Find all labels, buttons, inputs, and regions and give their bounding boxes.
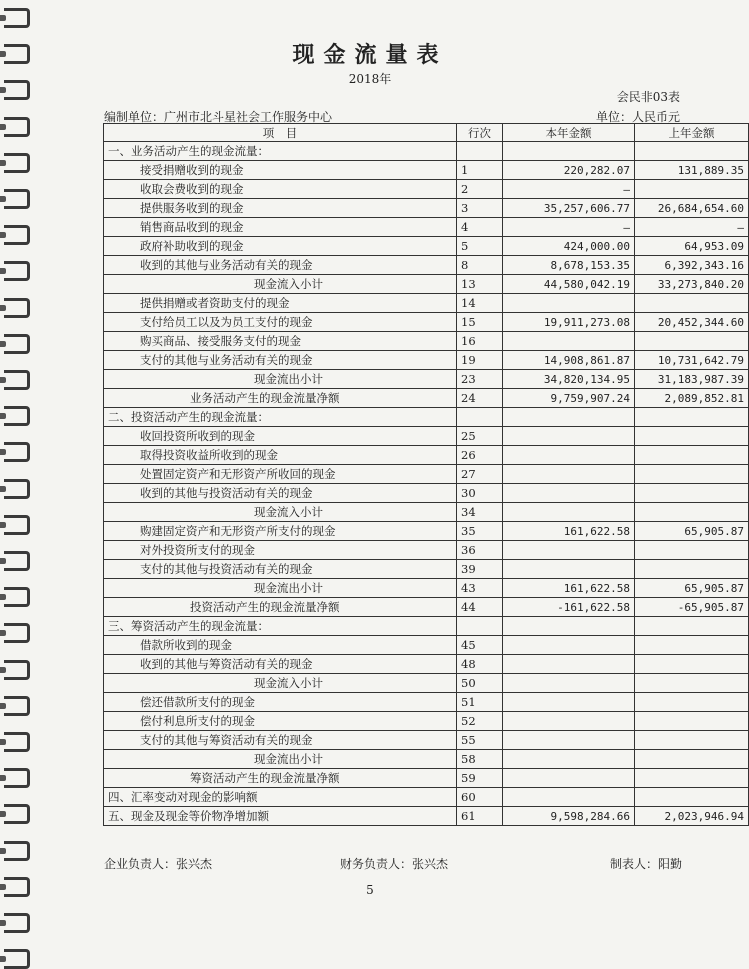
row-previous-amount <box>635 693 749 712</box>
binding-ring <box>4 80 30 100</box>
binding-ring <box>4 696 30 716</box>
table-row <box>104 256 749 275</box>
row-current-amount <box>503 560 635 579</box>
binding-ring <box>4 8 30 28</box>
binding-ring <box>4 370 30 390</box>
row-previous-amount: 2,023,946.94 <box>635 807 749 826</box>
binding-ring <box>4 949 30 969</box>
row-previous-amount <box>635 142 749 161</box>
row-previous-amount: 2,089,852.81 <box>635 389 749 408</box>
row-label: 销售商品收到的现金 <box>104 218 457 237</box>
row-previous-amount: 131,889.35 <box>635 161 749 180</box>
header-item: 项 目 <box>104 124 457 142</box>
table-row <box>104 712 749 731</box>
row-previous-amount <box>635 180 749 199</box>
row-previous-amount <box>635 655 749 674</box>
row-previous-amount: 33,273,840.20 <box>635 275 749 294</box>
row-current-amount: 9,598,284.66 <box>503 807 635 826</box>
row-line-number: 4 <box>457 218 503 237</box>
binding-ring <box>4 44 30 64</box>
row-line-number: 55 <box>457 731 503 750</box>
table-row <box>104 674 749 693</box>
binding-ring <box>4 225 30 245</box>
row-previous-amount <box>635 294 749 313</box>
binding-ring <box>4 587 30 607</box>
cash-flow-table <box>103 123 749 826</box>
row-line-number: 8 <box>457 256 503 275</box>
row-current-amount <box>503 484 635 503</box>
row-current-amount <box>503 617 635 636</box>
table-row <box>104 199 749 218</box>
row-current-amount <box>503 731 635 750</box>
row-label: 筹资活动产生的现金流量净额 <box>104 769 457 788</box>
row-current-amount: 424,000.00 <box>503 237 635 256</box>
table-header-row <box>104 124 749 142</box>
row-line-number: 26 <box>457 446 503 465</box>
row-current-amount: 161,622.58 <box>503 579 635 598</box>
row-current-amount: -161,622.58 <box>503 598 635 617</box>
binding-ring <box>4 117 30 137</box>
row-current-amount: 44,580,042.19 <box>503 275 635 294</box>
row-line-number <box>457 408 503 427</box>
table-row <box>104 180 749 199</box>
row-label: 现金流出小计 <box>104 370 457 389</box>
row-label: 购建固定资产和无形资产所支付的现金 <box>104 522 457 541</box>
row-line-number: 30 <box>457 484 503 503</box>
row-current-amount: 19,911,273.08 <box>503 313 635 332</box>
row-line-number: 3 <box>457 199 503 218</box>
table-row <box>104 465 749 484</box>
table-row <box>104 313 749 332</box>
row-previous-amount <box>635 484 749 503</box>
row-line-number: 51 <box>457 693 503 712</box>
row-previous-amount <box>635 332 749 351</box>
row-line-number: 35 <box>457 522 503 541</box>
row-line-number: 60 <box>457 788 503 807</box>
row-current-amount <box>503 655 635 674</box>
document-page <box>40 0 744 963</box>
table-row <box>104 370 749 389</box>
table-row <box>104 788 749 807</box>
row-label: 收到的其他与筹资活动有关的现金 <box>104 655 457 674</box>
header-previous-year: 上年金额 <box>635 124 749 142</box>
organization-label: 编制单位：广州市北斗星社会工作服务中心 <box>104 110 333 124</box>
binding-ring <box>4 298 30 318</box>
row-label: 借款所收到的现金 <box>104 636 457 655</box>
row-line-number: 45 <box>457 636 503 655</box>
report-year: 2018年 <box>348 72 392 86</box>
row-current-amount <box>503 408 635 427</box>
table-row <box>104 332 749 351</box>
row-line-number: 23 <box>457 370 503 389</box>
leader-signature: 企业负责人：张兴杰 <box>104 857 213 871</box>
binding-ring <box>4 334 30 354</box>
row-label: 业务活动产生的现金流量净额 <box>104 389 457 408</box>
binding-ring <box>4 515 30 535</box>
row-previous-amount: 64,953.09 <box>635 237 749 256</box>
row-label: 收到的其他与投资活动有关的现金 <box>104 484 457 503</box>
table-row <box>104 598 749 617</box>
row-previous-amount <box>635 503 749 522</box>
row-line-number: 61 <box>457 807 503 826</box>
row-previous-amount <box>635 712 749 731</box>
binding-ring <box>4 551 30 571</box>
table-row <box>104 636 749 655</box>
row-previous-amount <box>635 731 749 750</box>
row-previous-amount <box>635 465 749 484</box>
row-previous-amount: 65,905.87 <box>635 579 749 598</box>
row-label: 支付的其他与筹资活动有关的现金 <box>104 731 457 750</box>
row-label: 一、业务活动产生的现金流量： <box>104 142 457 161</box>
row-line-number: 50 <box>457 674 503 693</box>
row-current-amount <box>503 541 635 560</box>
table-row <box>104 693 749 712</box>
row-label: 投资活动产生的现金流量净额 <box>104 598 457 617</box>
row-previous-amount: 65,905.87 <box>635 522 749 541</box>
row-label: 提供服务收到的现金 <box>104 199 457 218</box>
row-current-amount: 220,282.07 <box>503 161 635 180</box>
row-line-number: 14 <box>457 294 503 313</box>
binding-ring <box>4 768 30 788</box>
row-previous-amount <box>635 636 749 655</box>
table-row <box>104 427 749 446</box>
row-line-number: 58 <box>457 750 503 769</box>
table-row <box>104 142 749 161</box>
table-row <box>104 579 749 598</box>
table-row <box>104 351 749 370</box>
row-label: 支付的其他与投资活动有关的现金 <box>104 560 457 579</box>
row-previous-amount <box>635 541 749 560</box>
binding-ring <box>4 442 30 462</box>
table-row <box>104 617 749 636</box>
row-label: 政府补助收到的现金 <box>104 237 457 256</box>
row-line-number: 34 <box>457 503 503 522</box>
table-row <box>104 807 749 826</box>
table-row <box>104 218 749 237</box>
row-line-number: 15 <box>457 313 503 332</box>
row-label: 支付的其他与业务活动有关的现金 <box>104 351 457 370</box>
row-line-number: 25 <box>457 427 503 446</box>
header-current-year: 本年金额 <box>503 124 635 142</box>
row-previous-amount: 6,392,343.16 <box>635 256 749 275</box>
row-line-number: 39 <box>457 560 503 579</box>
row-label: 现金流入小计 <box>104 275 457 294</box>
row-line-number: 2 <box>457 180 503 199</box>
table-row <box>104 522 749 541</box>
row-current-amount: 9,759,907.24 <box>503 389 635 408</box>
row-current-amount <box>503 332 635 351</box>
row-current-amount: 34,820,134.95 <box>503 370 635 389</box>
table-row <box>104 294 749 313</box>
table-row <box>104 446 749 465</box>
row-current-amount <box>503 750 635 769</box>
row-previous-amount <box>635 617 749 636</box>
binding-ring <box>4 732 30 752</box>
row-line-number: 5 <box>457 237 503 256</box>
row-line-number: 16 <box>457 332 503 351</box>
row-previous-amount: – <box>635 218 749 237</box>
table-row <box>104 389 749 408</box>
row-current-amount <box>503 769 635 788</box>
row-line-number: 27 <box>457 465 503 484</box>
row-line-number: 19 <box>457 351 503 370</box>
binding-ring <box>4 804 30 824</box>
table-row <box>104 484 749 503</box>
row-current-amount <box>503 465 635 484</box>
row-current-amount: 161,622.58 <box>503 522 635 541</box>
row-label: 现金流出小计 <box>104 579 457 598</box>
finance-signature: 财务负责人：张兴杰 <box>340 857 449 871</box>
row-current-amount <box>503 294 635 313</box>
row-line-number: 44 <box>457 598 503 617</box>
binding-ring <box>4 153 30 173</box>
row-label: 对外投资所支付的现金 <box>104 541 457 560</box>
row-previous-amount: 31,183,987.39 <box>635 370 749 389</box>
table-row <box>104 560 749 579</box>
row-current-amount <box>503 503 635 522</box>
row-line-number: 43 <box>457 579 503 598</box>
row-label: 收回投资所收到的现金 <box>104 427 457 446</box>
row-previous-amount <box>635 750 749 769</box>
binding-ring <box>4 479 30 499</box>
row-previous-amount <box>635 427 749 446</box>
table-row <box>104 769 749 788</box>
row-label: 三、筹资活动产生的现金流量： <box>104 617 457 636</box>
row-label: 购买商品、接受服务支付的现金 <box>104 332 457 351</box>
row-label: 二、投资活动产生的现金流量： <box>104 408 457 427</box>
page-number: 5 <box>366 883 374 897</box>
row-previous-amount <box>635 788 749 807</box>
row-line-number <box>457 142 503 161</box>
row-label: 支付给员工以及为员工支付的现金 <box>104 313 457 332</box>
table-row <box>104 750 749 769</box>
row-line-number: 1 <box>457 161 503 180</box>
header-line-no: 行次 <box>457 124 503 142</box>
binding-ring <box>4 406 30 426</box>
row-current-amount: 8,678,153.35 <box>503 256 635 275</box>
table-row <box>104 655 749 674</box>
row-previous-amount: 20,452,344.60 <box>635 313 749 332</box>
row-current-amount <box>503 427 635 446</box>
binding-ring <box>4 913 30 933</box>
row-current-amount <box>503 693 635 712</box>
row-current-amount <box>503 674 635 693</box>
row-label: 现金流入小计 <box>104 674 457 693</box>
binding-ring <box>4 660 30 680</box>
spiral-binding <box>0 0 40 963</box>
row-label: 收到的其他与业务活动有关的现金 <box>104 256 457 275</box>
binding-ring <box>4 623 30 643</box>
row-current-amount <box>503 636 635 655</box>
row-line-number: 13 <box>457 275 503 294</box>
row-previous-amount <box>635 446 749 465</box>
row-current-amount: 14,908,861.87 <box>503 351 635 370</box>
table-row <box>104 731 749 750</box>
row-label: 五、现金及现金等价物净增加额 <box>104 807 457 826</box>
row-label: 取得投资收益所收到的现金 <box>104 446 457 465</box>
row-current-amount: – <box>503 218 635 237</box>
row-line-number: 48 <box>457 655 503 674</box>
row-current-amount <box>503 712 635 731</box>
binding-ring <box>4 189 30 209</box>
row-previous-amount <box>635 408 749 427</box>
row-label: 偿付利息所支付的现金 <box>104 712 457 731</box>
row-label: 偿还借款所支付的现金 <box>104 693 457 712</box>
row-current-amount <box>503 142 635 161</box>
document-title: 现金流量表 <box>292 42 448 68</box>
row-label: 现金流入小计 <box>104 503 457 522</box>
row-current-amount: 35,257,606.77 <box>503 199 635 218</box>
row-previous-amount: 10,731,642.79 <box>635 351 749 370</box>
row-current-amount <box>503 446 635 465</box>
row-previous-amount: 26,684,654.60 <box>635 199 749 218</box>
row-previous-amount: -65,905.87 <box>635 598 749 617</box>
row-line-number <box>457 617 503 636</box>
row-line-number: 36 <box>457 541 503 560</box>
currency-unit-label: 单位：人民币元 <box>595 110 680 124</box>
row-label: 接受捐赠收到的现金 <box>104 161 457 180</box>
binding-ring <box>4 261 30 281</box>
row-previous-amount <box>635 674 749 693</box>
table-row <box>104 541 749 560</box>
row-line-number: 59 <box>457 769 503 788</box>
row-label: 现金流出小计 <box>104 750 457 769</box>
table-row <box>104 503 749 522</box>
row-current-amount: – <box>503 180 635 199</box>
binding-ring <box>4 841 30 861</box>
row-current-amount <box>503 788 635 807</box>
table-row <box>104 408 749 427</box>
row-previous-amount <box>635 769 749 788</box>
table-row <box>104 275 749 294</box>
row-label: 提供捐赠或者资助支付的现金 <box>104 294 457 313</box>
table-row <box>104 237 749 256</box>
preparer-signature: 制表人：阳勤 <box>609 857 682 871</box>
row-label: 四、汇率变动对现金的影响额 <box>104 788 457 807</box>
row-line-number: 24 <box>457 389 503 408</box>
row-previous-amount <box>635 560 749 579</box>
row-label: 处置固定资产和无形资产所收回的现金 <box>104 465 457 484</box>
row-label: 收取会费收到的现金 <box>104 180 457 199</box>
form-code: 会民非03表 <box>616 90 680 104</box>
binding-ring <box>4 877 30 897</box>
table-row <box>104 161 749 180</box>
row-line-number: 52 <box>457 712 503 731</box>
